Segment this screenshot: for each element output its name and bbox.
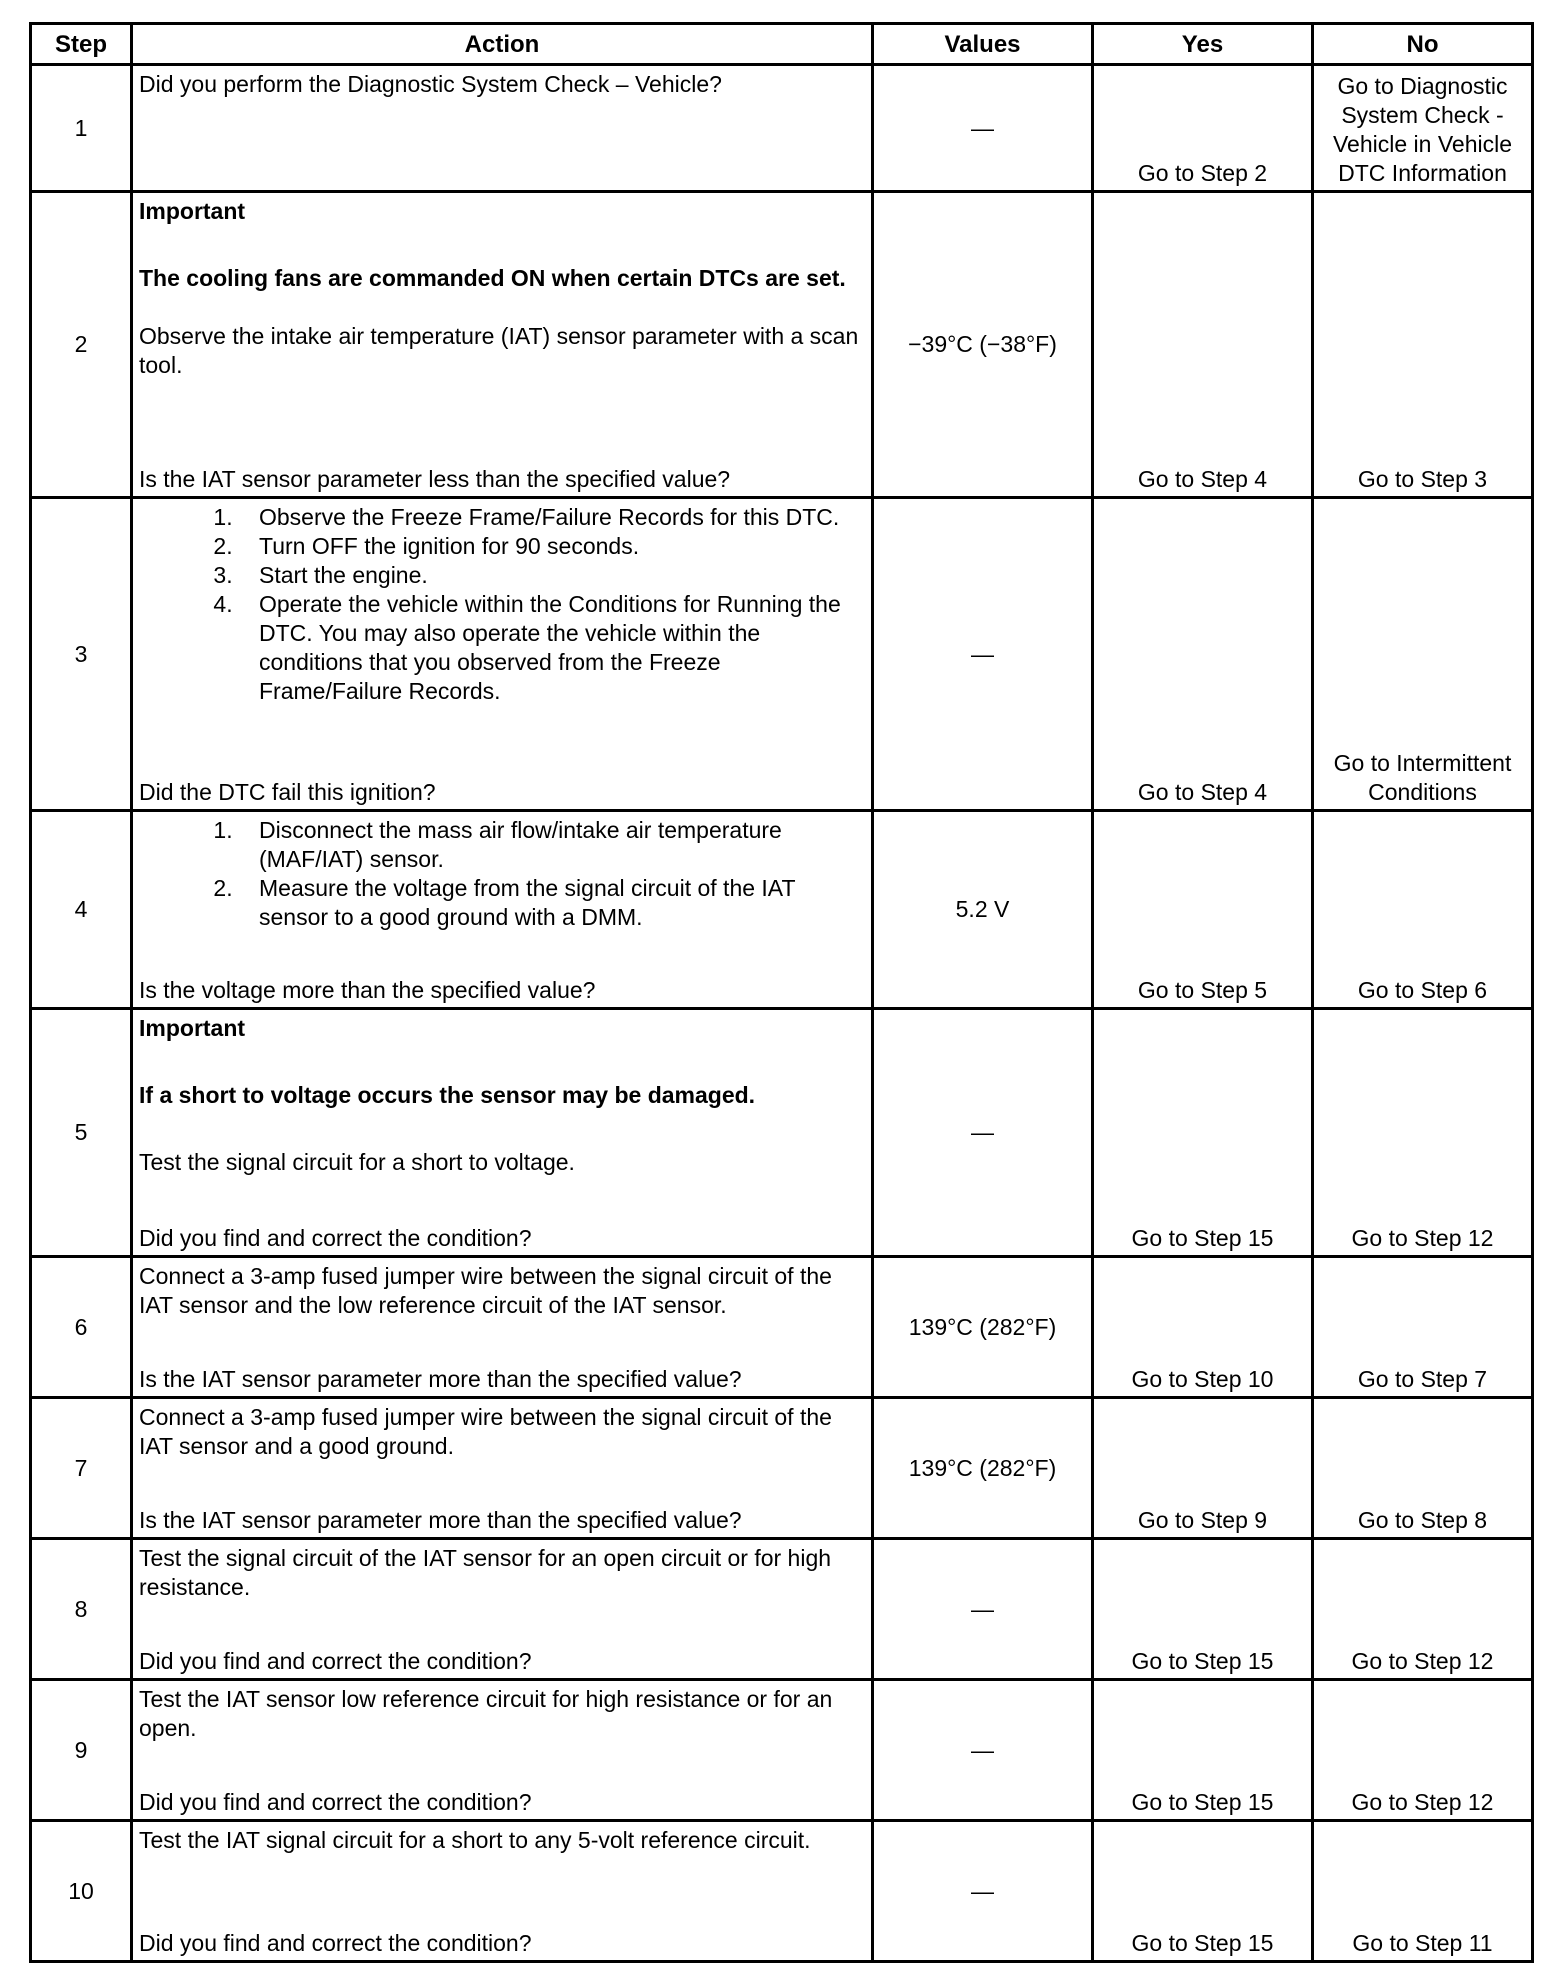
important-label: Important (139, 1015, 246, 1041)
action-text: Connect a 3-amp fused jumper wire between the signal circuit of the IAT sensor and a good ground. (139, 1404, 832, 1459)
value-cell: −39°C (−38°F) (873, 192, 1093, 498)
table-row-step-8 (31, 1539, 1533, 1680)
question-text: Did the DTC fail this ignition? (139, 779, 436, 805)
table-row-step-4 (31, 811, 1533, 1009)
step-number: 10 (31, 1821, 132, 1962)
action-cell (132, 498, 873, 811)
question-text: Did you find and correct the condition? (139, 1789, 532, 1815)
action-text: Did you perform the Diagnostic System Check – Vehicle? (139, 71, 722, 97)
no-cell: Go to Intermittent Conditions (1313, 498, 1533, 811)
no-cell: Go to Step 6 (1313, 811, 1533, 1009)
no-cell: Go to Step 12 (1313, 1539, 1533, 1680)
substep-list (139, 503, 865, 706)
value-cell: 139°C (282°F) (873, 1398, 1093, 1539)
important-note: If a short to voltage occurs the sensor may be damaged. (139, 1082, 756, 1108)
action-cell (132, 1821, 873, 1962)
value-cell: — (873, 1680, 1093, 1821)
header-no: No (1313, 24, 1533, 65)
table-row-step-9 (31, 1680, 1533, 1821)
important-note: The cooling fans are commanded ON when certain DTCs are set. (139, 265, 846, 291)
step-number: 5 (31, 1009, 132, 1257)
yes-cell: Go to Step 10 (1093, 1257, 1313, 1398)
table-row-step-1 (31, 65, 1533, 192)
value-cell: — (873, 65, 1093, 192)
diagnostic-table (29, 22, 1534, 1963)
substep-item: 1. Disconnect the mass air flow/intake air temperature (MAF/IAT) sensor. (239, 816, 865, 874)
action-cell (132, 65, 873, 192)
no-cell: Go to Diagnostic System Check - Vehicle in Vehicle DTC Information (1313, 65, 1533, 192)
yes-cell: Go to Step 5 (1093, 811, 1313, 1009)
no-cell: Go to Step 11 (1313, 1821, 1533, 1962)
action-cell (132, 1398, 873, 1539)
step-number: 6 (31, 1257, 132, 1398)
action-cell (132, 1539, 873, 1680)
action-cell (132, 811, 873, 1009)
action-text: Test the signal circuit for a short to voltage. (139, 1149, 575, 1175)
yes-cell: Go to Step 2 (1093, 65, 1313, 192)
value-cell: — (873, 1821, 1093, 1962)
yes-cell: Go to Step 4 (1093, 498, 1313, 811)
action-cell (132, 1257, 873, 1398)
action-text: Test the signal circuit of the IAT sensor for an open circuit or for high resistance. (139, 1545, 832, 1600)
action-text: Observe the intake air temperature (IAT) sensor parameter with a scan tool. (139, 323, 859, 378)
step-number: 8 (31, 1539, 132, 1680)
action-text: Test the IAT sensor low reference circuit for high resistance or for an open. (139, 1686, 833, 1741)
yes-cell: Go to Step 4 (1093, 192, 1313, 498)
no-cell: Go to Step 8 (1313, 1398, 1533, 1539)
substep-list (139, 816, 865, 932)
action-text: Test the IAT signal circuit for a short to any 5-volt reference circuit. (139, 1827, 811, 1853)
question-text: Is the IAT sensor parameter more than the specified value? (139, 1366, 742, 1392)
substep-item: 1. Observe the Freeze Frame/Failure Records for this DTC. (239, 503, 865, 532)
no-cell: Go to Step 7 (1313, 1257, 1533, 1398)
yes-cell: Go to Step 15 (1093, 1821, 1313, 1962)
yes-cell: Go to Step 15 (1093, 1009, 1313, 1257)
question-text: Did you find and correct the condition? (139, 1225, 532, 1251)
step-number: 7 (31, 1398, 132, 1539)
yes-cell: Go to Step 15 (1093, 1680, 1313, 1821)
table-row-step-3 (31, 498, 1533, 811)
table-row-step-10 (31, 1821, 1533, 1962)
value-cell: 139°C (282°F) (873, 1257, 1093, 1398)
header-step: Step (31, 24, 132, 65)
step-number: 9 (31, 1680, 132, 1821)
no-cell: Go to Step 3 (1313, 192, 1533, 498)
substep-item: 2. Measure the voltage from the signal circuit of the IAT sensor to a good ground with a DMM. (239, 874, 865, 932)
yes-cell: Go to Step 9 (1093, 1398, 1313, 1539)
question-text: Did you find and correct the condition? (139, 1648, 532, 1674)
value-cell: 5.2 V (873, 811, 1093, 1009)
table-row-step-7 (31, 1398, 1533, 1539)
header-row (31, 24, 1533, 65)
header-yes: Yes (1093, 24, 1313, 65)
step-number: 4 (31, 811, 132, 1009)
question-text: Is the voltage more than the specified value? (139, 977, 596, 1003)
header-values: Values (873, 24, 1093, 65)
action-cell (132, 192, 873, 498)
yes-cell: Go to Step 15 (1093, 1539, 1313, 1680)
step-number: 2 (31, 192, 132, 498)
substep-item: 3. Start the engine. (239, 561, 865, 590)
question-text: Is the IAT sensor parameter less than the specified value? (139, 466, 731, 492)
question-text: Is the IAT sensor parameter more than the specified value? (139, 1507, 742, 1533)
no-cell: Go to Step 12 (1313, 1680, 1533, 1821)
table-row-step-2 (31, 192, 1533, 498)
action-text: Connect a 3-amp fused jumper wire between the signal circuit of the IAT sensor and the low reference circuit of the IAT sensor. (139, 1263, 832, 1318)
step-number: 1 (31, 65, 132, 192)
no-cell: Go to Step 12 (1313, 1009, 1533, 1257)
important-label: Important (139, 198, 246, 224)
value-cell: — (873, 1009, 1093, 1257)
action-cell (132, 1009, 873, 1257)
step-number: 3 (31, 498, 132, 811)
value-cell: — (873, 498, 1093, 811)
substep-item: 4. Operate the vehicle within the Conditions for Running the DTC. You may also operate the vehicle within the conditions that you observed from the Freeze Frame/Failure Records. (239, 590, 865, 706)
substep-item: 2. Turn OFF the ignition for 90 seconds. (239, 532, 865, 561)
action-cell (132, 1680, 873, 1821)
table-row-step-6 (31, 1257, 1533, 1398)
value-cell: — (873, 1539, 1093, 1680)
table-row-step-5 (31, 1009, 1533, 1257)
header-action: Action (132, 24, 873, 65)
question-text: Did you find and correct the condition? (139, 1930, 532, 1956)
